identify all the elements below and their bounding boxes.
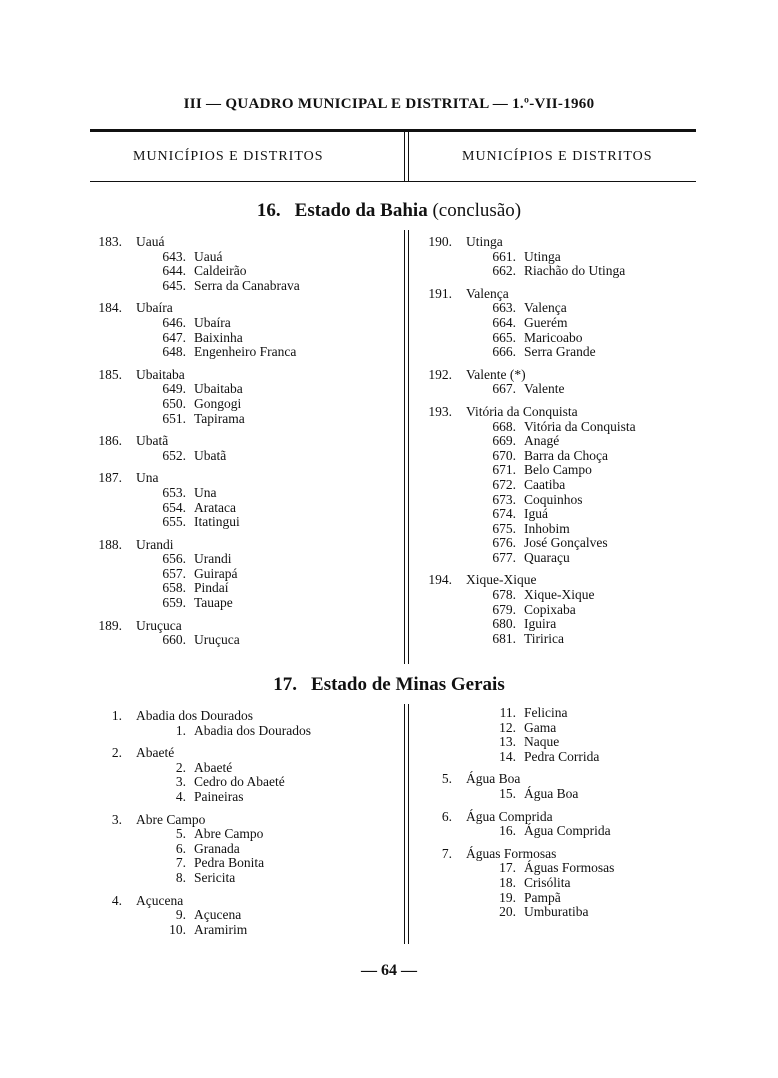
municipality-number: 187. (98, 470, 122, 486)
municipality-number: 2. (111, 745, 122, 761)
district-row (90, 871, 390, 886)
district-number: 12. (499, 719, 516, 735)
district-row (90, 345, 390, 360)
district-row (90, 827, 390, 842)
district-row (420, 493, 710, 508)
municipality-row (90, 368, 390, 383)
district-row (420, 331, 710, 346)
district-name: Vitória da Conquista (524, 418, 636, 434)
district-number: 672. (492, 476, 516, 492)
district-number: 666. (492, 344, 516, 360)
municipality-row (90, 538, 390, 553)
district-row (90, 790, 390, 805)
municipality-row (90, 301, 390, 316)
district-name: Aramirim (194, 921, 248, 937)
district-row (420, 536, 710, 551)
municipality-name: Valença (466, 285, 509, 301)
district-name: Tiririca (524, 630, 564, 646)
district-row (420, 507, 710, 522)
municipality-number: 7. (441, 845, 452, 861)
municipality-number: 4. (111, 892, 122, 908)
municipality-entry (90, 538, 390, 611)
municipality-number: 192. (428, 366, 452, 382)
municipality-name: Uruçuca (136, 617, 182, 633)
municipality-name: Abre Campo (136, 811, 206, 827)
municipality-number: 1. (111, 708, 122, 723)
district-number: 643. (162, 248, 186, 264)
district-row (420, 449, 710, 464)
district-name: Inhobim (524, 520, 570, 536)
district-name: Paineiras (194, 788, 244, 804)
district-name: Abadia dos Dourados (194, 722, 311, 738)
district-name: Baixinha (194, 329, 243, 345)
district-name: Felicina (524, 705, 568, 720)
municipality-entry (90, 619, 390, 648)
municipality-entry (420, 706, 710, 764)
district-name: José Gonçalves (524, 535, 608, 551)
district-name: Tapirama (194, 410, 245, 426)
district-number: 667. (492, 381, 516, 397)
municipality-entry (90, 434, 390, 463)
district-row (420, 522, 710, 537)
district-row (90, 250, 390, 265)
municipality-name: Utinga (466, 234, 503, 249)
district-name: Abre Campo (194, 826, 264, 842)
district-number: 679. (492, 601, 516, 617)
district-row (90, 264, 390, 279)
municipality-entry (90, 813, 390, 886)
district-name: Utinga (524, 248, 561, 264)
column-divider (404, 704, 405, 944)
municipality-row (90, 709, 390, 724)
district-number: 650. (162, 395, 186, 411)
district-name: Itatingui (194, 514, 240, 530)
district-number: 645. (162, 277, 186, 293)
municipality-row (420, 810, 710, 825)
district-row (420, 434, 710, 449)
district-name: Pampã (524, 889, 561, 905)
column-divider (408, 230, 409, 664)
heading-rule (90, 181, 696, 182)
district-row (90, 279, 390, 294)
district-number: 660. (162, 632, 186, 648)
municipality-name: Águas Formosas (466, 845, 557, 861)
municipality-name: Água Comprida (466, 808, 553, 824)
district-row (420, 463, 710, 478)
municipality-row (90, 813, 390, 828)
municipality-name: Vitória da Conquista (466, 403, 578, 419)
page-number: — 64 — (361, 962, 417, 979)
district-number: 646. (162, 314, 186, 330)
municipality-row (90, 434, 390, 449)
district-number: 651. (162, 410, 186, 426)
section-title-bahia (0, 200, 778, 222)
district-name: Maricoabo (524, 329, 583, 345)
district-number: 653. (162, 484, 186, 500)
municipality-name: Uauá (136, 234, 165, 249)
district-name: Crisólita (524, 874, 571, 890)
municipality-row (420, 287, 710, 302)
municipality-name: Ubatã (136, 433, 169, 449)
district-row (90, 923, 390, 938)
section-title-minas (0, 674, 778, 696)
section-number: 16. (256, 200, 281, 221)
district-name: Una (194, 484, 217, 500)
district-number: 648. (162, 344, 186, 360)
district-number: 15. (499, 785, 516, 801)
district-name: Riachão do Utinga (524, 263, 626, 279)
district-number: 674. (492, 506, 516, 522)
column-divider (404, 230, 405, 664)
district-name: Naque (524, 734, 560, 750)
municipality-number: 194. (428, 572, 452, 588)
district-name: Ubatã (194, 447, 227, 463)
municipality-number: 190. (428, 234, 452, 249)
district-row (90, 596, 390, 611)
district-number: 3. (175, 774, 186, 790)
district-row (420, 750, 710, 765)
section-suffix: (conclusão) (432, 200, 522, 221)
municipality-row (420, 405, 710, 420)
district-name: Abaeté (194, 759, 233, 775)
municipality-row (90, 235, 390, 250)
district-name: Gongogi (194, 395, 242, 411)
district-row (420, 588, 710, 603)
district-name: Cedro do Abaeté (194, 774, 285, 790)
municipality-name: Ubaíra (136, 300, 173, 316)
municipality-entry (420, 573, 710, 646)
municipality-row (420, 847, 710, 862)
municipality-number: 191. (428, 285, 452, 301)
district-number: 644. (162, 263, 186, 279)
section-name: Estado de Minas Gerais (311, 674, 505, 695)
district-number: 676. (492, 535, 516, 551)
district-row (420, 478, 710, 493)
district-row (90, 515, 390, 530)
district-number: 652. (162, 447, 186, 463)
district-number: 668. (492, 418, 516, 434)
heading-column-divider (408, 132, 409, 181)
district-number: 659. (162, 595, 186, 611)
district-name: Umburatiba (524, 904, 589, 920)
municipality-name: Açucena (136, 892, 184, 908)
district-name: Copixaba (524, 601, 576, 617)
district-row (420, 876, 710, 891)
district-number: 673. (492, 491, 516, 507)
district-name: Água Boa (524, 785, 579, 801)
district-row (90, 331, 390, 346)
district-row (90, 382, 390, 397)
municipality-name: Valente (*) (466, 366, 526, 382)
district-row (420, 632, 710, 647)
municipality-entry (420, 810, 710, 839)
district-row (90, 633, 390, 648)
district-number: 647. (162, 329, 186, 345)
municipality-row (420, 772, 710, 787)
running-title: III — QUADRO MUNICIPAL E DISTRITAL — 1.º-VII-1960 (183, 96, 595, 112)
district-number: 657. (162, 565, 186, 581)
district-number: 655. (162, 514, 186, 530)
district-row (90, 856, 390, 871)
bahia-left-column (90, 235, 390, 656)
municipality-number: 185. (98, 366, 122, 382)
district-number: 662. (492, 263, 516, 279)
district-name: Pindaí (194, 580, 229, 596)
district-name: Belo Campo (524, 462, 592, 478)
district-row (420, 382, 710, 397)
municipality-entry (420, 847, 710, 920)
municipality-number: 188. (98, 536, 122, 552)
municipality-name: Una (136, 470, 159, 486)
district-number: 677. (492, 549, 516, 565)
district-number: 665. (492, 329, 516, 345)
municipality-entry (90, 235, 390, 293)
district-row (90, 316, 390, 331)
district-name: Guirapá (194, 565, 238, 581)
district-number: 9. (175, 907, 186, 923)
municipality-row (420, 573, 710, 588)
column-divider (408, 704, 409, 944)
district-name: Serra Grande (524, 344, 596, 360)
district-name: Arataca (194, 499, 236, 515)
municipality-row (420, 368, 710, 383)
district-name: Pedra Bonita (194, 855, 265, 871)
district-name: Iguá (524, 506, 548, 522)
district-number: 669. (492, 433, 516, 449)
municipality-entry (420, 287, 710, 360)
district-name: Quaraçu (524, 549, 570, 565)
municipality-number: 186. (98, 433, 122, 449)
district-row (420, 420, 710, 435)
district-row (420, 551, 710, 566)
district-number: 18. (499, 874, 516, 890)
district-number: 14. (499, 748, 516, 764)
district-name: Água Comprida (524, 823, 611, 839)
district-row (420, 603, 710, 618)
municipality-row (420, 235, 710, 250)
district-number: 656. (162, 551, 186, 567)
district-row (90, 501, 390, 516)
municipality-name: Abadia dos Dourados (136, 708, 253, 723)
district-row (90, 567, 390, 582)
district-number: 649. (162, 381, 186, 397)
district-row (90, 581, 390, 596)
district-number: 16. (499, 823, 516, 839)
district-name: Águas Formosas (524, 860, 615, 876)
municipality-number: 184. (98, 300, 122, 316)
municipality-entry (420, 772, 710, 801)
municipality-name: Ubaitaba (136, 366, 185, 382)
district-number: 19. (499, 889, 516, 905)
municipality-number: 183. (98, 234, 122, 249)
district-number: 2. (175, 759, 186, 775)
municipality-name: Abaeté (136, 745, 175, 761)
district-number: 7. (175, 855, 186, 871)
municipality-number: 189. (98, 617, 122, 633)
municipality-name: Urandi (136, 536, 174, 552)
district-name: Engenheiro Franca (194, 344, 297, 360)
district-number: 13. (499, 734, 516, 750)
district-row (90, 412, 390, 427)
district-name: Guerém (524, 314, 568, 330)
district-row (420, 706, 710, 721)
district-row (420, 264, 710, 279)
district-number: 20. (499, 904, 516, 920)
district-number: 11. (499, 705, 516, 720)
section-number: 17. (273, 674, 298, 695)
district-number: 1. (175, 722, 186, 738)
district-row (420, 735, 710, 750)
district-name: Tauape (194, 595, 233, 611)
district-row (420, 250, 710, 265)
district-name: Caatiba (524, 476, 566, 492)
district-number: 671. (492, 462, 516, 478)
district-row (420, 905, 710, 920)
district-row (420, 824, 710, 839)
district-row (90, 724, 390, 739)
district-name: Açucena (194, 907, 242, 923)
district-name: Gama (524, 719, 557, 735)
heading-column-divider (404, 132, 405, 181)
district-number: 680. (492, 616, 516, 632)
district-number: 663. (492, 300, 516, 316)
municipality-row (90, 894, 390, 909)
district-row (90, 775, 390, 790)
district-row (420, 301, 710, 316)
district-name: Iguira (524, 616, 557, 632)
district-row (90, 486, 390, 501)
district-name: Serra da Canabrava (194, 277, 300, 293)
district-name: Uruçuca (194, 632, 240, 648)
municipality-entry (90, 301, 390, 359)
municipality-entry (90, 746, 390, 804)
municipality-row (90, 746, 390, 761)
district-name: Valença (524, 300, 567, 316)
district-number: 8. (175, 869, 186, 885)
district-row (90, 842, 390, 857)
section-name: Estado da Bahia (294, 200, 428, 221)
district-row (420, 345, 710, 360)
municipality-row (90, 619, 390, 634)
district-number: 661. (492, 248, 516, 264)
district-row (420, 891, 710, 906)
header-rule (90, 129, 696, 132)
municipality-number: 5. (441, 771, 452, 787)
district-row (90, 397, 390, 412)
district-number: 4. (175, 788, 186, 804)
district-row (90, 761, 390, 776)
district-row (90, 908, 390, 923)
district-name: Ubaíra (194, 314, 231, 330)
municipality-name: Xique-Xique (466, 572, 537, 588)
municipality-row (90, 471, 390, 486)
district-name: Caldeirão (194, 263, 247, 279)
minas-left-column (90, 709, 390, 945)
district-name: Coquinhos (524, 491, 583, 507)
district-row (90, 449, 390, 464)
right-column-heading: MUNICÍPIOS E DISTRITOS (462, 149, 653, 164)
district-row (420, 721, 710, 736)
municipality-entry (420, 368, 710, 397)
district-number: 6. (175, 840, 186, 856)
municipality-entry (90, 368, 390, 426)
district-number: 5. (175, 826, 186, 842)
district-name: Granada (194, 840, 240, 856)
district-name: Ubaitaba (194, 381, 243, 397)
district-number: 678. (492, 587, 516, 603)
municipality-number: 6. (441, 808, 452, 824)
bahia-right-column (420, 235, 710, 654)
left-column-heading: MUNICÍPIOS E DISTRITOS (133, 149, 324, 164)
district-name: Barra da Choça (524, 447, 608, 463)
minas-right-column (420, 706, 710, 928)
district-number: 10. (169, 921, 186, 937)
district-number: 681. (492, 630, 516, 646)
district-number: 17. (499, 860, 516, 876)
district-row (420, 787, 710, 802)
municipality-entry (90, 471, 390, 529)
district-number: 675. (492, 520, 516, 536)
municipality-entry (90, 894, 390, 938)
district-name: Urandi (194, 551, 232, 567)
district-name: Xique-Xique (524, 587, 595, 603)
district-row (90, 552, 390, 567)
municipality-number: 193. (428, 403, 452, 419)
municipality-entry (90, 709, 390, 738)
municipality-entry (420, 235, 710, 279)
district-name: Uauá (194, 248, 223, 264)
municipality-name: Água Boa (466, 771, 521, 787)
district-number: 658. (162, 580, 186, 596)
district-number: 664. (492, 314, 516, 330)
district-row (420, 617, 710, 632)
district-row (420, 316, 710, 331)
district-name: Pedra Corrida (524, 748, 600, 764)
district-name: Valente (524, 381, 565, 397)
district-row (420, 861, 710, 876)
municipality-entry (420, 405, 710, 566)
district-number: 654. (162, 499, 186, 515)
district-name: Sericita (194, 869, 236, 885)
municipality-number: 3. (111, 811, 122, 827)
district-number: 670. (492, 447, 516, 463)
district-name: Anagé (524, 433, 560, 449)
